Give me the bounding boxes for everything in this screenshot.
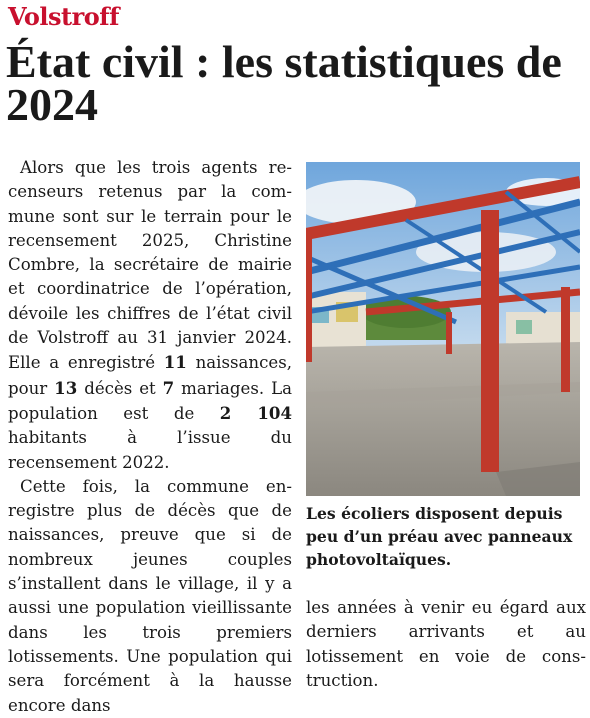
article-column-right xyxy=(306,596,586,693)
paragraph-1: Alors que les trois agents recenseurs retenus par la commune sont sur le terrain pour le recensement 2025, Christine Combre, la secrétaire de mairie et coordinatrice de l’opération, dévoile les chiffres de l’état civil de Volstroff au 31 janvier 2024. Elle a enregistré 11 naissances, pour 13 décès et 7 mariages. La population est de 2 104 habitants à l’issue du recensement 2022. xyxy=(8,158,293,472)
headline: État civil : les statistiques de 2024 xyxy=(6,36,562,130)
paragraph-2: Cette fois, la commune enregistre plus de décès que de naissances, preuve que si de nombreux jeunes couples s’installent dans le village, il y a aussi une population vieillissante dans les trois premiers lotissements. Une population qui sera forcément à la hausse encore dans xyxy=(8,476,292,715)
school-playground-canopy-image xyxy=(306,162,580,496)
population-count: 2 104 xyxy=(219,402,293,423)
photo-caption: Les écoliers disposent depuis peu d’un préau avec panneaux photovoltaïques. xyxy=(306,504,573,569)
article-column-left xyxy=(8,156,292,718)
section-kicker: Volstroff xyxy=(8,2,119,31)
paragraph-2-continued: les années à venir eu égard aux derniers arrivants et au lotissement en voie de construction. xyxy=(306,598,586,690)
deaths-count: 13 xyxy=(54,377,78,398)
marriages-count: 7 xyxy=(162,377,175,398)
births-count: 11 xyxy=(163,352,187,373)
